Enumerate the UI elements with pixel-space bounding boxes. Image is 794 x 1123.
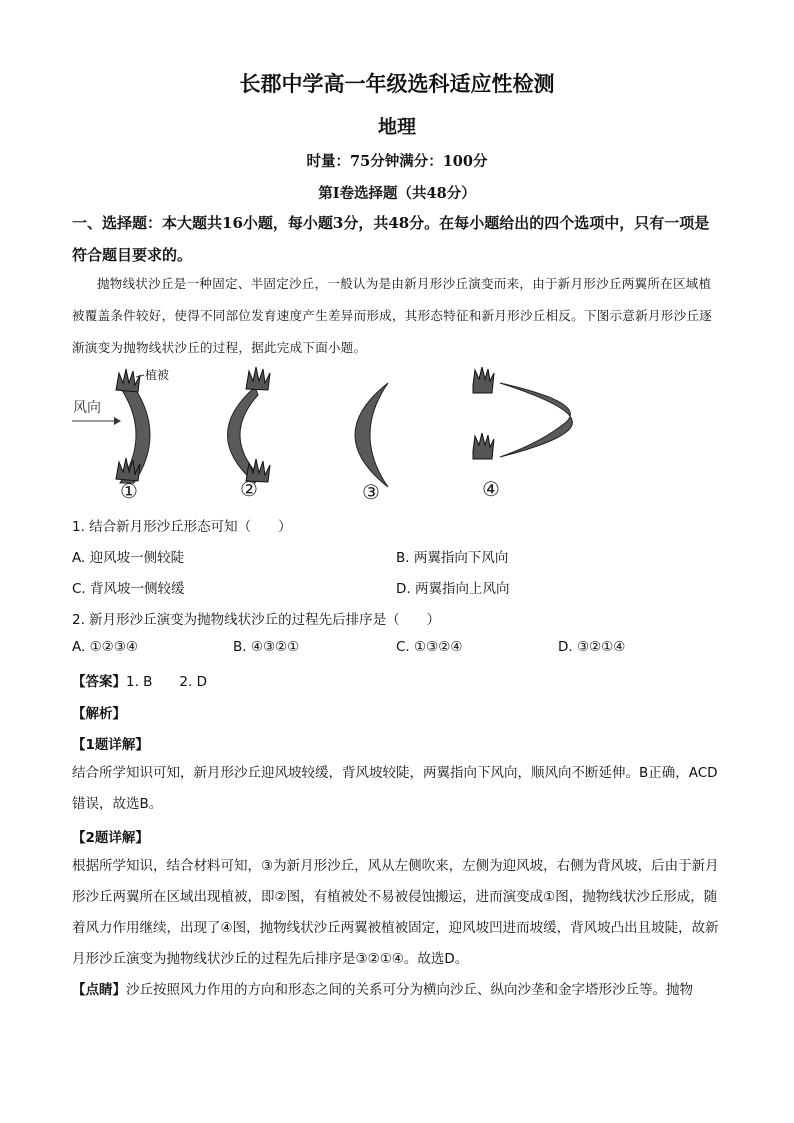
material-paragraph: 抛物线状沙丘是一种固定、半固定沙丘，一般认为是由新月形沙丘演变而来，由于新月形沙丘两翼所在区域植被覆盖条件较好，使得不同部位发育速度产生差异而形成，其形态特征和新月形沙丘相反。下图示意新月形沙丘逐渐演变为抛物线状沙丘的过程，据此完成下面小题。 — [72, 276, 713, 355]
answer-label: 【答案】 — [72, 674, 126, 690]
dune-panel-1 — [72, 367, 169, 503]
vegetation-icon — [116, 369, 140, 392]
tip-text: 沙丘按照风力作用的方向和形态之间的关系可分为横向沙丘、纵向沙垄和金字塔形沙丘等。抛物 — [126, 982, 693, 998]
q1-option-b: B. 两翼指向下风向 — [396, 550, 509, 566]
question-2-stem: 2. 新月形沙丘演变为抛物线状沙丘的过程先后排序是（ ） — [72, 612, 441, 628]
panel-label-2: ② — [240, 477, 258, 501]
dune-panel-2 — [228, 367, 271, 501]
q2-option-b: B. ④③②① — [233, 639, 300, 655]
detail-1-text: 结合所学知识可知，新月形沙丘迎风坡较缓，背风坡较陡，两翼指向下风向，顺风向不断延伸。B正确，ACD错误，故选B。 — [72, 765, 718, 812]
vegetation-icon — [473, 367, 494, 393]
panel-label-4: ④ — [482, 477, 500, 501]
panel-label-1: ① — [120, 479, 138, 503]
analysis-label: 【解析】 — [72, 706, 126, 722]
q2-option-d: D. ③②①④ — [558, 639, 626, 655]
time-score: 时量：75分钟满分：100分 — [306, 153, 488, 170]
dune-panel-4 — [473, 367, 572, 501]
q1-option-a: A. 迎风坡一侧较陡 — [72, 550, 185, 566]
answer-text: 1. B 2. D — [126, 674, 207, 690]
detail-2-text: 根据所学知识，结合材料可知，③为新月形沙丘，风从左侧吹来，左侧为迎风坡，右侧为背风坡，后由于新月形沙丘两翼所在区域出现植被，即②图，有植被处不易被侵蚀搬运，进而演变成①图，抛物线状沙丘形成，随着风力作用继续，出现了④图，抛物线状沙丘两翼被植被固定，迎风坡凹进而坡缓，背风坡凸出且坡陡，故新月形沙丘演变为抛物线状沙丘的过程先后排序是③②①④。故选D。 — [72, 858, 719, 967]
q2-option-c: C. ①③②④ — [396, 639, 463, 655]
tip-label: 【点睛】 — [72, 982, 126, 998]
vegetation-icon — [473, 433, 494, 459]
detail-1-label: 【1题详解】 — [72, 737, 149, 753]
q1-option-d: D. 两翼指向上风向 — [396, 581, 510, 597]
panel-label-3: ③ — [362, 480, 380, 504]
detail-2-label: 【2题详解】 — [72, 830, 149, 846]
q1-option-c: C. 背风坡一侧较缓 — [72, 581, 185, 597]
wind-label: 风向 — [73, 400, 101, 416]
section-title: 第Ⅰ卷选择题（共48分） — [318, 185, 476, 202]
instructions: 一、选择题：本大题共16小题，每小题3分，共48分。在每小题给出的四个选项中，只有一项是符合题目要求的。 — [72, 214, 710, 264]
answer-line — [72, 670, 207, 690]
dune-panel-3 — [355, 383, 388, 504]
vegetation-label: 植被 — [145, 368, 170, 382]
school-title: 长郡中学高一年级选科适应性检测 — [239, 71, 555, 96]
subject-title: 地理 — [377, 116, 416, 138]
q2-option-a: A. ①②③④ — [72, 639, 138, 655]
dune-evolution-figure — [70, 365, 590, 510]
question-1-stem: 1. 结合新月形沙丘形态可知（ ） — [72, 519, 292, 535]
tip-paragraph — [72, 975, 724, 1006]
wind-arrow-icon — [114, 417, 121, 425]
vegetation-icon — [246, 367, 270, 390]
